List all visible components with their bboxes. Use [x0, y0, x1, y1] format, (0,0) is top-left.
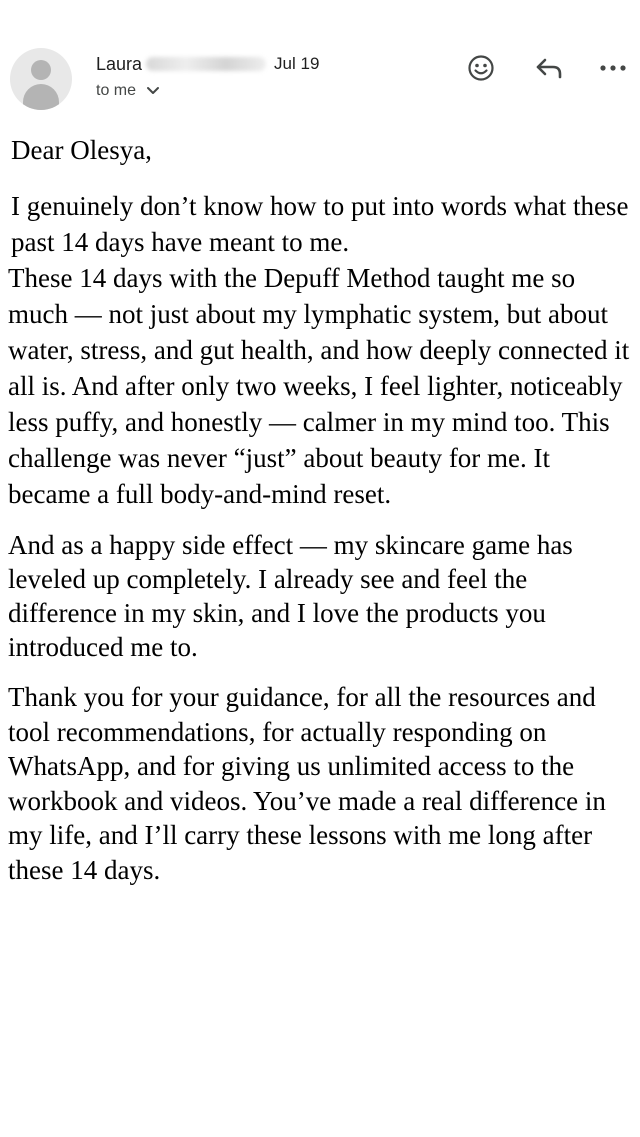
paragraph-3: Thank you for your guidance, for all the resources and tool recommendations, for actually responding on WhatsApp, and for giving us unlimited access to the workbook and videos. You’ve made a real difference in my life, and I’ll carry these lessons with me long after these 14 days.: [8, 682, 606, 885]
recipient-row[interactable]: [96, 82, 160, 100]
sender-avatar[interactable]: [10, 48, 72, 110]
email-header: [0, 0, 640, 120]
paragraph-1-intro: I genuinely don’t know how to put into words what these past 14 days have meant to me.: [11, 191, 629, 257]
sender-row: [96, 52, 319, 76]
greeting: Dear Olesya,: [11, 135, 152, 165]
sender-name[interactable]: Laura: [96, 53, 143, 74]
chevron-down-icon[interactable]: [146, 86, 160, 96]
email-body: [8, 132, 634, 887]
redacted-sender-surname: [146, 57, 266, 71]
more-dots-icon[interactable]: [597, 52, 629, 84]
paragraph-1-body: These 14 days with the Depuff Method taught me so much — not just about my lymphatic system, but about water, stress, and gut health, and how deeply connected it all is. And after only two weeks, I feel lighter, noticeably less puffy, and honestly — calmer in my mind too. This challenge was never “just” about beauty for me. It became a full body-and-mind reset.: [8, 263, 630, 509]
avatar-head-shape: [31, 60, 51, 80]
avatar-body-shape: [23, 84, 59, 110]
email-date: Jul 19: [274, 54, 320, 73]
smiley-face-icon[interactable]: [465, 52, 497, 84]
reply-arrow-icon[interactable]: [533, 52, 565, 84]
paragraph-2: And as a happy side effect — my skincare game has leveled up completely. I already see and feel the difference in my skin, and I love the products you introduced me to.: [8, 530, 573, 662]
recipient-label: to me: [96, 82, 137, 99]
